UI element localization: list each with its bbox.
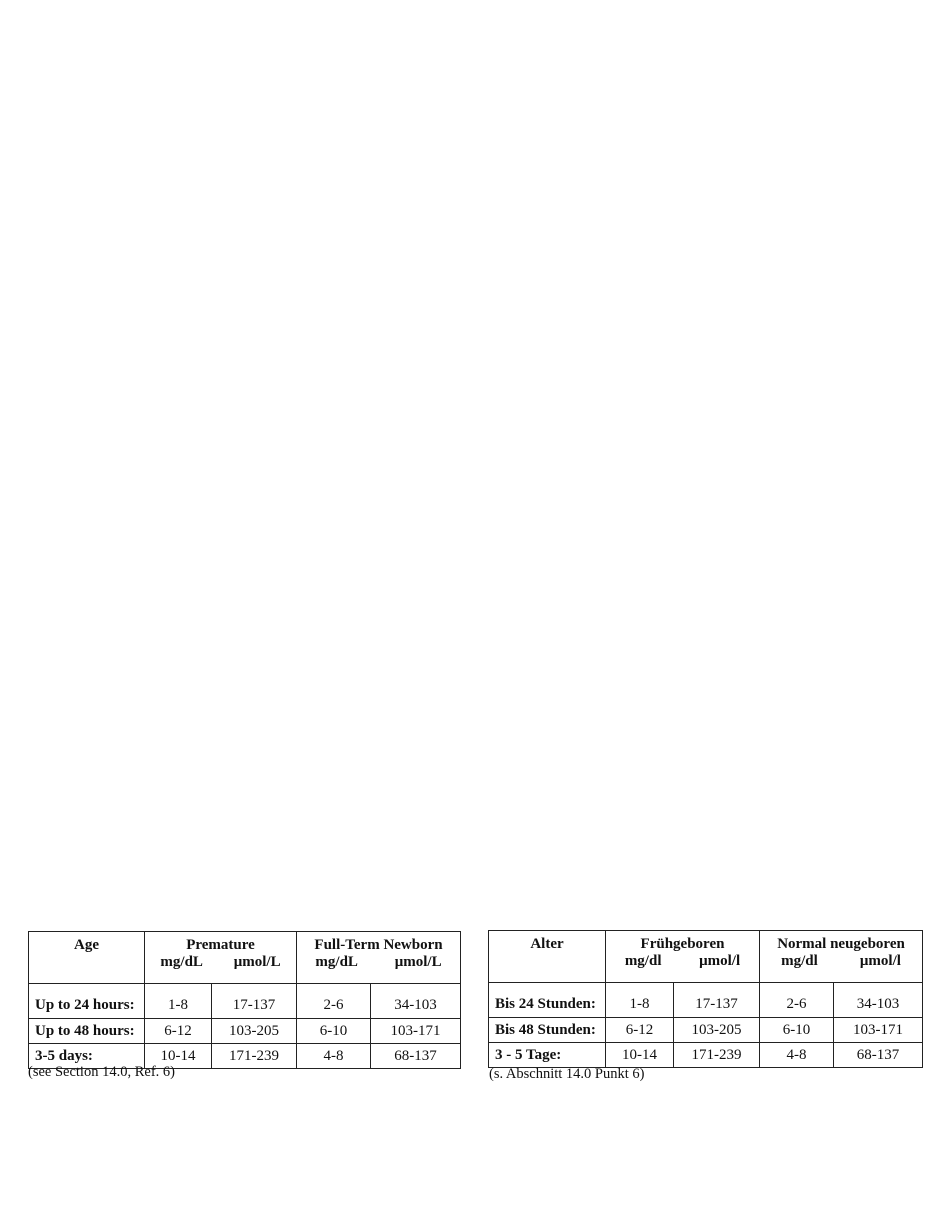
table-cell: 17-137 — [674, 983, 760, 1018]
table-cell: 4-8 — [297, 1044, 371, 1069]
premature-header — [145, 932, 297, 984]
full-term-title: Full-Term Newborn — [314, 937, 443, 953]
age-header: Age — [29, 932, 145, 984]
row-label: Up to 24 hours: — [29, 984, 145, 1019]
table-row — [489, 983, 923, 1018]
table-cell: 34-103 — [834, 983, 923, 1018]
table-cell: 10-14 — [606, 1043, 674, 1068]
age-header: Alter — [489, 931, 606, 983]
table-cell: 10-14 — [145, 1044, 212, 1069]
table-cell: 68-137 — [834, 1043, 923, 1068]
table-cell: 4-8 — [760, 1043, 834, 1068]
table-row — [489, 1043, 923, 1068]
unit-umol: μmol/l — [699, 953, 741, 969]
row-label: Bis 24 Stunden: — [489, 983, 606, 1018]
table-cell: 171-239 — [674, 1043, 760, 1068]
table-cell: 6-10 — [760, 1018, 834, 1043]
table-cell: 1-8 — [145, 984, 212, 1019]
row-label: Bis 48 Stunden: — [489, 1018, 606, 1043]
table-cell: 6-12 — [606, 1018, 674, 1043]
table-cell: 103-205 — [212, 1019, 297, 1044]
table-cell: 34-103 — [371, 984, 461, 1019]
full-term-title: Normal neugeboren — [777, 936, 905, 952]
table-cell: 1-8 — [606, 983, 674, 1018]
premature-title: Premature — [186, 937, 255, 953]
unit-umol: μmol/L — [394, 954, 442, 970]
row-label: 3 - 5 Tage: — [489, 1043, 606, 1068]
table-cell: 103-171 — [834, 1018, 923, 1043]
reference-note-english: (see Section 14.0, Ref. 6) — [28, 1064, 175, 1080]
table-cell: 103-205 — [674, 1018, 760, 1043]
unit-mg: mg/dL — [315, 954, 358, 970]
table-cell: 17-137 — [212, 984, 297, 1019]
full-term-header — [297, 932, 461, 984]
table-cell: 6-12 — [145, 1019, 212, 1044]
row-label: Up to 48 hours: — [29, 1019, 145, 1044]
unit-mg: mg/dL — [160, 954, 203, 970]
premature-header — [606, 931, 760, 983]
table-cell: 103-171 — [371, 1019, 461, 1044]
full-term-header — [760, 931, 923, 983]
reference-table-english — [28, 931, 461, 1069]
reference-note-german: (s. Abschnitt 14.0 Punkt 6) — [489, 1066, 645, 1082]
unit-mg: mg/dl — [781, 953, 818, 969]
unit-mg: mg/dl — [624, 953, 662, 969]
premature-title: Frühgeboren — [640, 936, 725, 952]
table-cell: 171-239 — [212, 1044, 297, 1069]
unit-umol: μmol/L — [233, 954, 281, 970]
table-cell: 6-10 — [297, 1019, 371, 1044]
table-row — [29, 1019, 461, 1044]
row-label: 3-5 days: — [29, 1044, 145, 1069]
table-row — [489, 1018, 923, 1043]
table-cell: 2-6 — [297, 984, 371, 1019]
table-cell: 68-137 — [371, 1044, 461, 1069]
table-cell: 2-6 — [760, 983, 834, 1018]
reference-table-german — [488, 930, 923, 1068]
unit-umol: μmol/l — [859, 953, 901, 969]
table-row — [29, 984, 461, 1019]
